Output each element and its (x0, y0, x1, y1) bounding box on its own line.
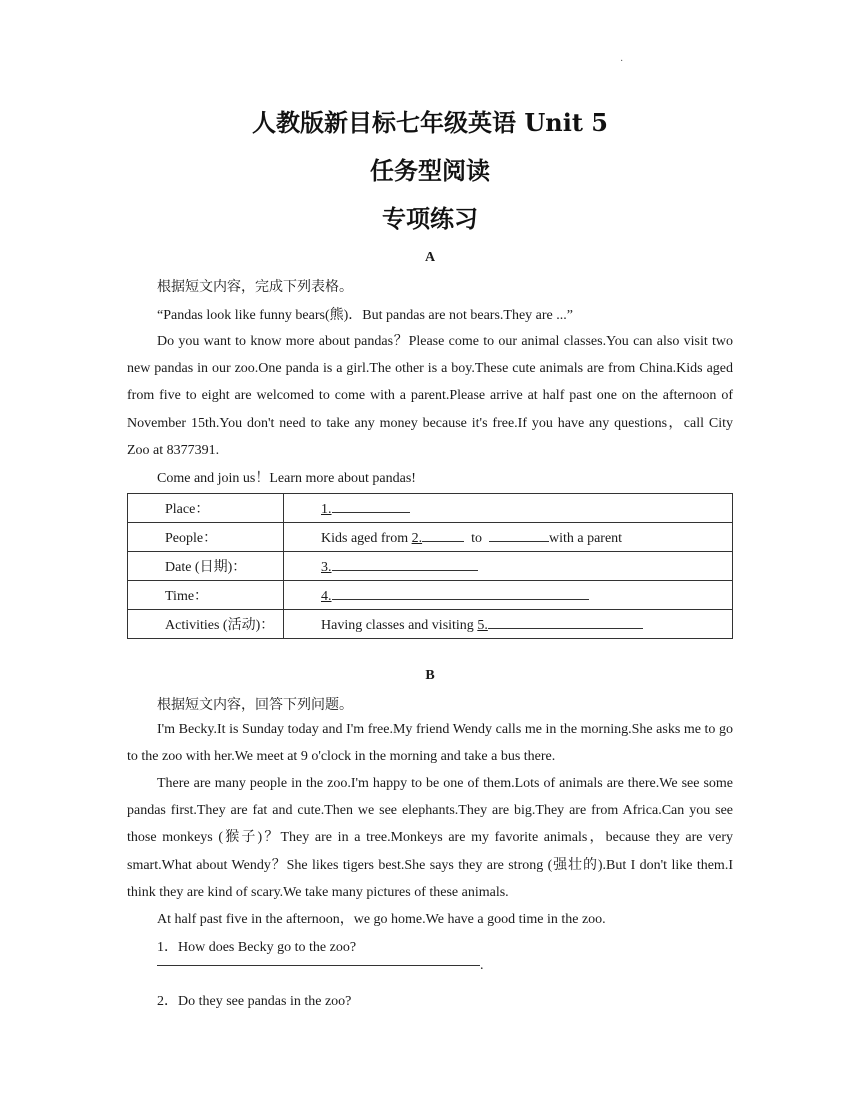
blank-number: 4. (321, 589, 332, 604)
worksheet-subtitle: 任务型阅读 (370, 156, 490, 185)
section-a-passage: Do you want to know more about pandas？Please come to our animal classes.You can also visit two new pandas in our zoo.One panda is a girl.The other is a boy.These cute animals are from China.Kids aged from five to eight are welcomed to come with a parent.Please arrive at half past one on the afternoon of November 15th.You don't need to take any money because it's free.If you have any questions，call City Zoo at 8377391. (127, 334, 733, 458)
section-b-paragraph-2: There are many people in the zoo.I'm happy to be one of them.Lots of animals are there.We see some pandas first.They are fat and cute.Then we see elephants.They are big.They are from Africa.Can you see those monkeys (猴子)？They are in a tree.Monkeys are my favorite animals，because they are very smart.What about Wendy？She likes tigers best.She says they are strong (强壮的).But I don't like them.I think they are kind of scary.We take many pictures of these animals. (127, 776, 733, 900)
row-label: Place： (128, 494, 284, 523)
blank-number: 3. (321, 560, 332, 575)
row-label: Date (日期)： (128, 552, 284, 581)
question-2: 2．Do they see pandas in the zoo? (157, 994, 352, 1009)
section-a-instruction: 根据短文内容，完成下列表格。 (157, 280, 353, 295)
answer-line-1[interactable] (157, 965, 480, 966)
answer-blank-2b[interactable] (489, 527, 549, 542)
row-mid: to (464, 531, 489, 546)
section-b-heading: B (425, 668, 435, 683)
row-value (284, 494, 733, 523)
answer-blank-2a[interactable] (422, 527, 464, 542)
section-b-paragraph-1: I'm Becky.It is Sunday today and I'm free.My friend Wendy calls me in the morning.She asks me to go to the zoo with her.We meet at 9 o'clock in the morning and take a bus there. (127, 722, 733, 765)
corner-mark: · (620, 56, 624, 67)
answer-blank-3[interactable] (332, 556, 478, 571)
section-a-closing: Come and join us！Learn more about pandas! (157, 471, 416, 486)
section-a-quote: “Pandas look like funny bears(熊)．But pandas are not bears.They are ...” (157, 308, 573, 323)
question-1: 1．How does Becky go to the zoo? (157, 940, 357, 955)
row-value (284, 610, 733, 639)
row-suffix: with a parent (548, 531, 623, 546)
blank-number: 5. (477, 618, 488, 633)
table-row (128, 581, 733, 610)
row-value (284, 552, 733, 581)
answer-blank-1[interactable] (332, 498, 410, 513)
answer-blank-4[interactable] (332, 585, 589, 600)
row-label: Time： (128, 581, 284, 610)
section-b-paragraph-3: At half past five in the afternoon，we go home.We have a good time in the zoo. (157, 912, 606, 927)
row-value (284, 581, 733, 610)
answer-end-mark: . (480, 958, 484, 973)
blank-number: 1. (321, 502, 332, 517)
row-prefix: Kids aged from (321, 531, 412, 546)
table-row (128, 523, 733, 552)
table-row (128, 494, 733, 523)
row-value (284, 523, 733, 552)
section-a-heading: A (424, 250, 436, 265)
worksheet-title: 人教版新目标七年级英语 Unit 5 (252, 108, 608, 137)
answer-blank-5[interactable] (488, 614, 643, 629)
row-prefix: Having classes and visiting (321, 618, 478, 633)
worksheet-subtitle-2: 专项练习 (382, 204, 478, 233)
row-label: People： (128, 523, 284, 552)
table-row (128, 610, 733, 639)
row-label: Activities (活动)： (128, 610, 284, 639)
section-b-instruction: 根据短文内容，回答下列问题。 (157, 698, 353, 713)
blank-number: 2. (411, 531, 423, 546)
table-row (128, 552, 733, 581)
info-table (127, 493, 733, 639)
